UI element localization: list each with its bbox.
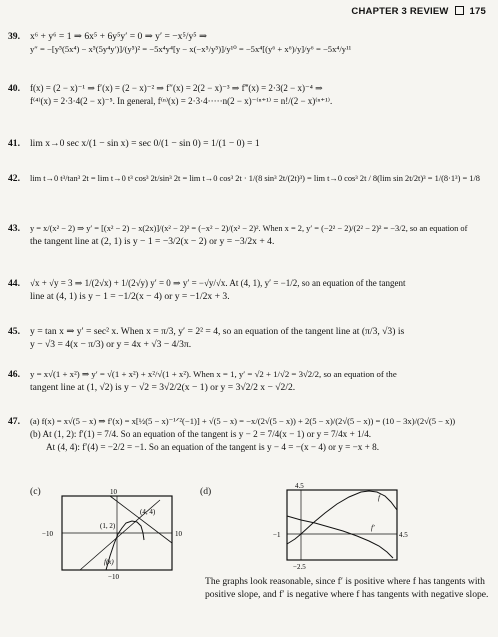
page-number: 175 <box>469 6 486 17</box>
problem-line: √x + √y = 3 ⇒ 1/(2√x) + 1/(2√y) y′ = 0 ⇒ y′ = −√y/√x. At (4, 1), y′ = −1/2, so an equation of the tangent <box>30 278 406 288</box>
problem-40 <box>8 82 488 108</box>
graph-d-ymax: 4.5 <box>295 482 304 490</box>
graph-c-f-label: f(x) <box>104 558 114 566</box>
problem-line: lim x→0 sec x/(1 − sin x) = sec 0/(1 − sin 0) = 1/(1 − 0) = 1 <box>30 138 260 149</box>
graph-d-fprime-label: f′ <box>371 524 375 532</box>
problem-line: y − √3 = 4(x − π/3) or y = 4x + √3 − 4/3π. <box>30 339 192 350</box>
graph-c-tag: (c) <box>30 486 41 497</box>
problem-line: y = x/(x² − 2) ⇒ y′ = [(x² − 2) − x(2x)]/(x² − 2)² = (−x² − 2)/(x² − 2)². When x = 2, y′ = (−2² − 2)/(2² − 2)² = −3/2, so an equation of <box>30 224 468 233</box>
graph-d-frame <box>287 490 397 560</box>
graph-d-curve-f <box>287 491 397 544</box>
graph-d-xmax: 4.5 <box>399 531 408 539</box>
problem-line: line at (4, 1) is y − 1 = −1/2(x − 4) or y = −1/2x + 3. <box>30 291 230 302</box>
problem-line: f(x) = (2 − x)⁻¹ ⇒ f′(x) = (2 − x)⁻² ⇒ f″(x) = 2(2 − x)⁻³ ⇒ f‴(x) = 2·3(2 − x)⁻⁴ ⇒ <box>30 83 323 93</box>
problem-line: At (4, 4): f′(4) = −2/2 = −1. So an equation of the tangent is y − 4 = −(x − 4) or y = −x + 8. <box>46 442 380 452</box>
problem-42 <box>8 172 488 185</box>
graph-c-ymin: −10 <box>108 573 119 580</box>
problem-number: 39. <box>8 31 20 42</box>
problem-46 <box>8 368 488 394</box>
page-header <box>351 6 486 17</box>
problem-line: tangent line at (1, √2) is y − √2 = 3√2/2(x − 1) or y = 3√2/2 x − √2/2. <box>30 382 296 393</box>
problem-number: 43. <box>8 223 20 234</box>
graph-d-ymin: −2.5 <box>293 563 306 571</box>
problem-41 <box>8 137 488 150</box>
problem-43 <box>8 222 488 248</box>
problem-number: 42. <box>8 173 20 184</box>
square-icon <box>455 6 464 15</box>
problem-number: 44. <box>8 278 20 289</box>
graph-d-xmin: −1 <box>273 531 281 539</box>
problem-number: 40. <box>8 83 20 94</box>
graph-c-xmin: −10 <box>42 530 53 538</box>
problem-line: lim t→0 t³/tan³ 2t = lim t→0 t³ cos³ 2t/sin³ 2t = lim t→0 cos³ 2t · 1/(8 sin³ 2t/(2t)³) = lim t→0 cos³ 2t / 8(lim sin 2t/2t)³ = 1/(8·1³) = 1/8 <box>30 174 480 183</box>
graph-d-f-label: f <box>378 494 380 502</box>
problem-line: (a) f(x) = x√(5 − x) ⇒ f′(x) = x[½(5 − x)⁻¹ᐟ²(−1)] + √(5 − x) = −x/(2√(5 − x)) + 2(5 − x)/(2√(5 − x)) = (10 − 3x)/(2√(5 − x)) <box>30 416 456 426</box>
problem-line: x⁶ + y⁶ = 1 ⇒ 6x⁵ + 6y⁵y′ = 0 ⇒ y′ = −x⁵/y⁵ ⇒ <box>30 31 208 42</box>
problem-47 <box>8 415 488 454</box>
graph-d-curve-fprime <box>287 516 393 558</box>
problem-44 <box>8 277 488 303</box>
problem-line: f⁽⁴⁾(x) = 2·3·4(2 − x)⁻⁵. In general, f⁽ⁿ⁾(x) = 2·3·4·····n(2 − x)⁻⁽ⁿ⁺¹⁾ = n!/(2 − x)⁽ⁿ⁺¹⁾. <box>30 96 333 106</box>
problem-line: y = x√(1 + x²) ⇒ y′ = √(1 + x²) + x²/√(1 + x²). When x = 1, y′ = √2 + 1/√2 = 3√2/2, so an equation of the <box>30 369 397 379</box>
conclusion-text: The graphs look reasonable, since f′ is positive where f has tangents with positive slope, and f′ is negative where f has tangents with negative slope. <box>205 576 489 600</box>
problem-number: 41. <box>8 138 20 149</box>
graph-c-point-1: (1, 2) <box>100 522 116 530</box>
problem-number: 45. <box>8 326 20 337</box>
graph-c-point-2: (4, 4) <box>140 508 156 516</box>
problem-line: y = tan x ⇒ y′ = sec² x. When x = π/3, y′ = 2² = 4, so an equation of the tangent line at (π/3, √3) is <box>30 326 405 337</box>
problem-number: 47. <box>8 416 20 427</box>
problem-45 <box>8 325 488 351</box>
graph-c <box>40 488 190 580</box>
problem-line: y″ = −[y⁵(5x⁴) − x⁵(5y⁴y′)]/(y⁵)² = −5x⁴y⁴[y − x(−x⁵/y⁵)]/y¹⁰ = −5x⁴[(y⁶ + x⁶)/y]/y⁶ = −5x⁴/y¹¹ <box>30 44 352 54</box>
problem-39 <box>8 30 488 56</box>
graph-d-tag: (d) <box>200 486 212 497</box>
chapter-title: CHAPTER 3 REVIEW <box>351 6 449 17</box>
problem-number: 46. <box>8 369 20 380</box>
problem-line: the tangent line at (2, 1) is y − 1 = −3/2(x − 2) or y = −3/2x + 4. <box>30 236 275 247</box>
graph-c-ymax: 10 <box>110 488 117 496</box>
graph-c-xmax: 10 <box>175 530 182 538</box>
graph-d <box>265 480 420 572</box>
problem-line: (b) At (1, 2): f′(1) = 7/4. So an equation of the tangent is y − 2 = 7/4(x − 1) or y = 7/4x + 1/4. <box>30 429 372 439</box>
